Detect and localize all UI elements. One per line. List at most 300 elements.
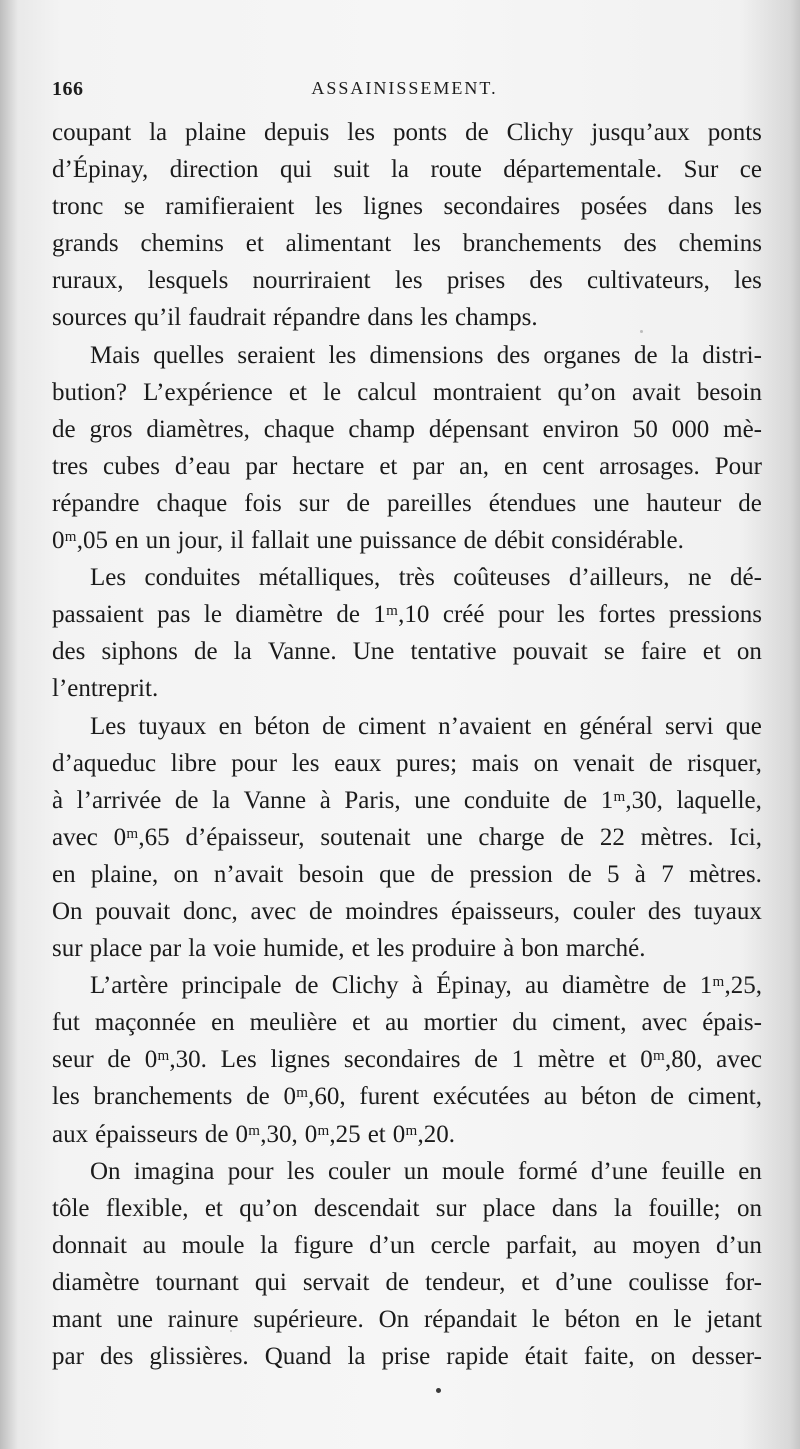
word: arrosages. [599,452,700,480]
word: il [230,527,245,555]
word: servi [664,712,714,740]
word: ruraux, [52,267,124,295]
word: puissance [359,527,457,555]
word: et [351,935,370,963]
word: d’eau [174,452,231,480]
word: voie [213,935,257,963]
text-line [52,337,762,374]
word: on [736,638,762,666]
word: libre [170,749,217,777]
word: de [648,749,673,777]
word: pression [469,860,553,888]
word: grands [52,230,119,258]
word: de [346,489,370,517]
word: la [614,1194,633,1222]
word: un [145,527,171,555]
word: pouvait [95,897,171,925]
word: distri- [702,341,762,369]
word: qu’on [239,1194,298,1222]
word: considérable. [551,527,684,555]
text-line [52,856,762,893]
word: moule [181,1231,245,1259]
word: donnait [52,1231,127,1259]
text-line [52,1078,762,1115]
word: meulière [249,1009,338,1037]
word: aux [52,1120,89,1148]
word: et [204,1194,223,1222]
word: en [218,712,243,740]
word: diamètres, [146,415,250,443]
word: Quand [264,1343,332,1371]
word: d’aqueduc [52,749,157,777]
word: se [603,638,625,666]
word: à [319,786,331,814]
word: secondaires [443,193,561,221]
word: de [322,712,346,740]
word: ramifieraient [165,193,295,221]
word: mais [471,749,519,777]
word: au [593,1231,617,1259]
word: et [608,1046,627,1074]
word: depuis [264,119,330,146]
word: on [533,749,559,777]
word: mètre [537,1046,595,1074]
word: en [503,452,528,480]
word: étendues [488,489,577,517]
word: pressions [668,601,762,629]
word: par [245,452,278,480]
word: avec [641,1009,688,1037]
word: 5 [606,860,620,888]
word: tournant [155,1268,239,1296]
word: chemins [140,230,224,258]
word: la [233,638,252,666]
word: ce [739,156,762,184]
word: d’une [590,1157,648,1185]
word: une [414,786,451,814]
word: moyen [632,1231,701,1259]
word: l’arrivée [76,786,162,814]
word: ponts [392,119,448,146]
word: un [403,1157,429,1185]
word: diamètre [562,972,650,1000]
word: et [521,1268,540,1296]
word: était [524,1343,568,1371]
text-line [52,1041,762,1078]
word: la [390,156,409,184]
word: coupant [52,119,132,146]
word: d’un [369,1231,415,1259]
word: qu’on [557,378,616,406]
word: on [173,860,199,888]
word: fut [52,1009,80,1037]
word: par [412,452,445,480]
word: le [531,1306,550,1333]
word: cent [542,452,585,480]
word: jour, [177,527,224,555]
word: 0ᵐ,20. [392,1120,455,1148]
word: se [123,193,145,221]
word: plaine [185,119,247,146]
word: fois [244,489,282,517]
word: les [734,267,762,295]
word: de [560,823,584,851]
text-line [52,448,762,485]
word: montraient [433,378,542,406]
word: tentative [410,638,497,666]
word: principale [181,972,282,1000]
text-line [52,559,762,596]
word: secondaires [343,1046,461,1074]
word: moule [442,1157,505,1185]
word: pour [231,749,278,777]
word: au [385,1009,409,1037]
word: répandait [423,1306,517,1333]
word: Épinay, [436,972,512,1000]
word: d’ailleurs, [568,564,670,592]
word: L’expérience [143,378,273,406]
word: les [376,935,405,963]
word: en [114,527,139,555]
word: en [211,1009,235,1037]
word: environ [542,415,620,443]
word: épais- [702,1009,762,1037]
text-line [52,930,762,967]
word: épaisseurs, [451,897,560,925]
word: risquer, [687,749,762,777]
word: et [288,378,307,406]
word: répandre [272,304,361,332]
text-line [52,188,762,225]
word: de [385,1268,410,1296]
word: plaine, [90,860,159,888]
word: alimentant [285,230,392,258]
word: d’épaisseur, [185,823,305,851]
word: Clichy [331,972,399,1000]
word: et [702,638,721,666]
word: 0ᵐ,80, [640,1046,703,1074]
word: le [323,378,342,406]
word: et [367,1120,386,1148]
word: On [52,897,83,925]
text-line [52,374,762,411]
word: Ici, [729,823,762,851]
word: champs. [455,304,538,332]
word: les [394,267,423,295]
word: chaque [263,415,335,443]
word: place [482,1194,536,1222]
word: de [465,119,489,146]
word: béton [581,1083,637,1111]
word: tôle [52,1194,90,1222]
word: calcul [357,378,417,406]
text-line [52,262,762,299]
word: à [52,786,64,814]
word: mètres. [688,860,762,888]
word: 22 [599,823,625,851]
word: par [52,1343,84,1371]
word: de [650,1083,674,1111]
word: venait [573,749,635,777]
paper-speck [230,1330,232,1332]
word: n’avait [213,860,284,888]
word: une [593,489,630,517]
word: départementale. [503,156,663,184]
word: 7 [661,860,674,888]
word: de [308,897,333,925]
word: en [52,860,76,888]
word: avec [52,823,98,851]
word: chaque [156,489,228,517]
word: lignes [270,1046,331,1074]
word: 1ᵐ,25, [699,972,762,1000]
word: de [294,972,319,1000]
word: 0ᵐ,30, [235,1120,298,1148]
word: les [314,193,343,221]
word: la [347,1343,366,1371]
word: général [579,712,653,740]
word: Paris, [344,786,401,814]
word: et [245,230,264,258]
word: rapide [446,1343,509,1371]
text-line [52,708,762,745]
word: épaisseurs [95,1120,198,1148]
word: à [411,972,423,1000]
word: au [142,1231,167,1259]
word: de [463,527,488,555]
word: flexible, [105,1194,189,1222]
word: figure [293,1231,354,1259]
word: parfait, [505,1231,578,1259]
word: qu’il [133,304,182,332]
word: mant [52,1306,102,1333]
word: seraient [237,341,316,369]
word: et [352,1009,371,1037]
word: eaux [334,749,382,777]
word: les [291,749,320,777]
word: tendeur, [425,1268,506,1296]
text-line [52,819,762,856]
word: quelles [153,341,225,369]
word: cubes [103,452,160,480]
word: répandre [52,489,140,517]
word: très [398,564,435,592]
word: passaient [52,601,144,629]
word: besoin [696,378,762,406]
word: de [52,415,76,443]
word: créé [442,601,485,629]
word: 50 [632,415,658,443]
word: besoin [298,860,364,888]
word: diamètre [235,601,323,629]
word: diamètre [52,1268,140,1296]
word: de [193,638,218,666]
word: Les [220,1046,257,1074]
word: par [149,935,182,963]
body-text [52,114,762,1375]
word: pareilles [387,489,472,517]
word: de [204,1120,229,1148]
word: moindres [345,897,439,925]
word: une [426,823,463,851]
word: de [174,786,199,814]
word: la [149,119,168,146]
word: hauteur [646,489,722,517]
word: de [246,1083,270,1111]
paper-speck [640,330,643,333]
word: en [738,1157,762,1185]
word: des [623,230,657,258]
word: 1ᵐ,10 [373,601,430,629]
word: le [673,1306,692,1333]
word: 1ᵐ,30, [600,786,663,814]
word: descendait [313,1194,420,1222]
word: sources [52,304,127,332]
word: les [420,304,448,332]
word: fouille; [648,1194,721,1222]
word: 0ᵐ,30. [144,1046,207,1074]
word: bution? [52,378,127,406]
word: feuille [661,1157,725,1185]
word: d’une [555,1268,613,1296]
word: chemins [678,230,762,258]
word: une [316,527,353,555]
word: à [503,935,515,963]
word: soutenait [320,823,411,851]
word: lignes [363,193,423,221]
text-line [52,1153,762,1190]
text-line [52,893,762,930]
word: Clichy [506,119,574,146]
word: ciment, [687,1083,762,1111]
text-line [52,1004,762,1041]
word: 0ᵐ,65 [113,823,170,851]
word: la [670,341,689,369]
word: produire [411,935,497,963]
text-line [52,633,762,670]
word: n’avaient [438,712,532,740]
word: pas [157,601,191,629]
word: L’artère [90,972,169,1000]
word: On [378,1306,410,1333]
word: 1 [511,1046,525,1074]
word: des [52,638,86,666]
word: du [512,1009,538,1037]
word: béton [254,712,310,740]
word: hectare [292,452,365,480]
word: lesquels [147,267,229,295]
word: ne [687,564,712,592]
word: sur [52,935,83,963]
word: les [328,341,357,369]
word: ponts [707,119,762,146]
word: de [336,601,360,629]
word: 0ᵐ,05 [52,527,108,555]
word: sur [298,489,330,517]
word: tuyaux [138,712,207,740]
word: mè- [723,415,762,443]
word: place [89,935,143,963]
word: dimensions [369,341,484,369]
word: la [260,1231,279,1259]
text-line [52,522,762,559]
word: avec [716,1046,762,1074]
word: pures; [395,749,458,777]
word: mortier [423,1009,498,1037]
word: qui [280,156,312,184]
word: dans [551,1194,598,1222]
word: an, [459,452,490,480]
word: ciment, [552,1009,627,1037]
word: jetant [706,1306,762,1333]
word: au [525,972,549,1000]
word: les [557,601,586,629]
word: avec [250,897,297,925]
word: pour [497,601,544,629]
word: servait [302,1268,370,1296]
word: couler [572,897,636,925]
word: des [647,897,682,925]
word: de [430,860,455,888]
word: que [725,712,762,740]
word: prise [381,1343,431,1371]
text-line [52,745,762,782]
word: dans [367,304,414,332]
word: les [347,119,376,146]
word: ciment [357,712,426,740]
word: Sur [683,156,719,184]
word: de [474,1046,498,1074]
ink-dot [436,1388,441,1393]
word: sur [435,1194,467,1222]
word: formé [517,1157,578,1185]
word: route [430,156,482,184]
word: à [634,860,646,888]
word: fallait [251,527,310,555]
word: l’entreprit. [52,675,159,703]
word: exécutées [432,1083,530,1111]
word: Une [352,638,395,666]
text-line [52,782,762,819]
word: avait [631,378,681,406]
word: Les [90,712,127,740]
word: 0ᵐ,25 [304,1120,361,1148]
word: dépensant [428,415,529,443]
text-line [52,670,762,707]
word: pour [227,1157,274,1185]
word: Les [90,564,127,592]
word: la [188,935,207,963]
word: la [212,786,231,814]
text-line [52,299,762,336]
word: marché. [565,935,646,963]
running-head: ASSAINISSEMENT. [311,78,498,98]
word: une [116,1306,153,1333]
word: nourriraient [252,267,371,295]
word: qui [254,1268,287,1296]
word: d’Épinay, [52,156,149,184]
word: laquelle, [676,786,762,814]
word: métalliques, [258,564,381,592]
word: le [203,601,222,629]
word: en [543,712,567,740]
word: béton [564,1306,621,1333]
word: tres [52,452,89,480]
word: organes [543,341,621,369]
word: que [379,860,416,888]
word: humide, [263,935,345,963]
word: les [286,1157,315,1185]
